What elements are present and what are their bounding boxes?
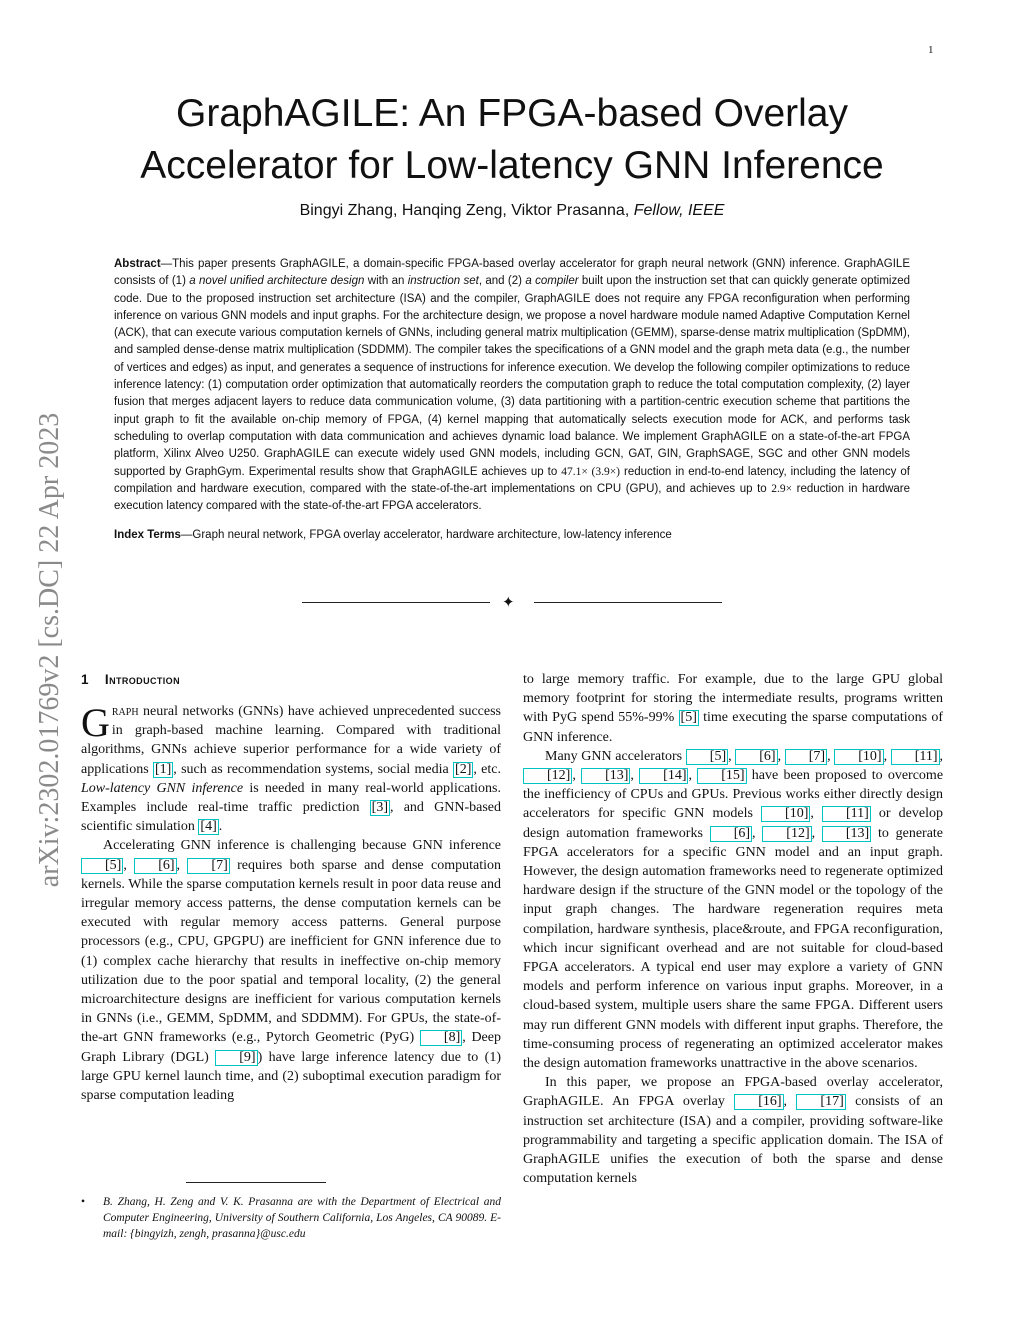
citation-link[interactable]: [14] bbox=[639, 768, 688, 784]
abstract-text: reduction in end-to-end latency, including the latency of compilation and hardware execution, compared with the state-of-the-art implementations on CPU (GPU), and achieves up to bbox=[114, 465, 910, 495]
intro-paragraph-2: Accelerating GNN inference is challenging because GNN inference [5] , [6] , [7] requires both sparse and dense computation kernels. While the sparse computation kernels result in poor data reuse and irregular memory access patterns, the dense computation kernels can be executed with regular memory access patterns. General purpose processors (e.g., CPU, GPGPU) are inefficient for GNN inference due to (1) complex cache hierarchy that results in ineffective on-chip memory utilization due to the poor spatial and temporal locality, (2) the general microarchitecture designs are inefficient for various computation kernels in GNNs (i.e., GEMM, SpDMM, and SDDMM). For GPUs, the state-of-the-art GNN frameworks (e.g., Pytorch Geometric (PyG) [8] , Deep Graph Library (DGL) [9] ) have large inference latency due to (1) large GPU kernel launch time, and (2) suboptimal execution paradigm for sparse computation leading bbox=[81, 838, 502, 1104]
body-text: . bbox=[218, 819, 223, 835]
citation-link[interactable]: [6] bbox=[735, 749, 777, 765]
body-text: In this paper, we propose an FPGA-based overlay accelerator, GraphAGILE. An FPGA overlay bbox=[523, 1075, 943, 1110]
citation-link[interactable]: [6] bbox=[134, 858, 176, 874]
index-terms bbox=[114, 527, 910, 544]
citation-link[interactable]: [5] bbox=[81, 858, 123, 874]
body-text: Accelerating GNN inference is challenging because GNN inference bbox=[103, 838, 501, 854]
citation-link[interactable]: [7] bbox=[187, 858, 229, 874]
footnote-rule bbox=[186, 1182, 326, 1183]
paper-title bbox=[60, 88, 964, 192]
ornament-line-right bbox=[534, 602, 722, 603]
body-text: , and GNN-based scientific simulation bbox=[81, 800, 501, 835]
abstract bbox=[114, 256, 910, 545]
citation-link[interactable]: [12] bbox=[762, 826, 811, 842]
section-number: 1 bbox=[81, 672, 89, 687]
abstract-text: built upon the instruction set that can quickly generate optimized code. Due to the proposed instruction set architecture (ISA) and the compiler, GraphAGILE does not require any FPGA reconfiguration when performing inference on various GNN models and input graphs. For the architecture design, we propose a novel hardware module named Adaptive Computation Kernel (ACK), that can execute various computation kernels of GNNs, including general matrix multiplication (GEMM), sparse-dense matrix multiplication (SpDMM), and sampled dense-dense matrix multiplication (SDDMM). The compiler takes the specifications of a GNN model and the graph meta data (e.g., the number of vertices and edges) as input, and generates a sequence of instructions for inference execution. We develop the following compiler optimizations to reduce inference latency: (1) computation order optimization that automatically reorders the computation graph to reduce the total computation complexity, (2) layer fusion that merges adjacent layers to reduce data communication volume, (3) data partitioning with a partition-centric execution scheme that partitions the input graph to fit the available on-chip memory of FPGA, (4) kernel mapping that automatically selects execution mode for ACK, and performs task scheduling to overlap computation with data communication and achieves dynamic load balance. We implement GraphAGILE on a state-of-the-art FPGA platform, Xilinx Alveo U250. GraphAGILE can execute widely used GNN models, including GCN, GAT, GIN, GraphSAGE, SGC and other GNN models supported by GraphGym. Experimental results show that GraphAGILE achieves up to bbox=[114, 275, 910, 478]
citation-link[interactable]: [4] bbox=[200, 819, 217, 835]
body-text: requires both sparse and dense computation kernels. While the sparse computation kernels result in poor data reuse and irregular memory access patterns, the dense computation kernels can be executed with regular memory access patterns. General purpose processors (e.g., CPU, GPGPU) are inefficient for GNN inference due to (1) complex cache hierarchy that results in ineffective on-chip memory utilization due to the poor spatial and temporal locality, (2) the general microarchitecture designs are inefficient for various computation kernels in GNNs (i.e., GEMM, SpDMM, and SDDMM). For GPUs, the state-of-the-art GNN frameworks (e.g., Pytorch Geometric (PyG) bbox=[81, 857, 502, 1046]
small-caps-word: raph bbox=[111, 704, 139, 719]
page-number: 1 bbox=[928, 44, 934, 56]
citation-link[interactable]: [7] bbox=[785, 749, 827, 765]
drop-cap: G bbox=[81, 700, 110, 745]
citation-link[interactable]: [10] bbox=[834, 749, 883, 765]
abstract-emphasis: a compiler bbox=[525, 275, 579, 288]
abstract-text: This paper presents GraphAGILE, a domain-specific FPGA-based overlay accelerator for graph neural network (GNN) inference. GraphAGILE consists of (1) bbox=[114, 258, 910, 288]
citation-link[interactable]: [9] bbox=[215, 1050, 257, 1066]
abstract-label: Abstract bbox=[114, 258, 161, 270]
section-heading bbox=[81, 670, 501, 690]
body-text: , such as recommendation systems, social media bbox=[173, 761, 454, 777]
citation-link[interactable]: [1] bbox=[154, 761, 172, 777]
citation-link[interactable]: [10] bbox=[761, 806, 810, 822]
citation-link[interactable]: [15] bbox=[697, 768, 746, 784]
body-text: to large memory traffic. For example, due to the large GPU global memory footprint for storing the intermediate results, programs written with PyG spend 55%-99% bbox=[523, 672, 943, 726]
citation-link[interactable]: [8] bbox=[420, 1030, 462, 1046]
citation-link[interactable]: [3] bbox=[371, 800, 388, 816]
footnote bbox=[81, 1194, 501, 1242]
footnote-bullet: • bbox=[81, 1196, 86, 1208]
ornament-line-left bbox=[302, 602, 490, 603]
footnote-text: B. Zhang, H. Zeng and V. K. Prasanna are with the Department of Electrical and Computer Engineering, University of Southern California, Los Angeles, CA 90089. E-mail: {bingyizh, zengh, prasanna}@usc.edu bbox=[103, 1196, 501, 1240]
abstract-dash: — bbox=[160, 258, 173, 270]
citation-link[interactable]: [17] bbox=[796, 1094, 845, 1110]
citation-link[interactable]: [5] bbox=[686, 749, 728, 765]
right-column bbox=[523, 670, 943, 1188]
abstract-math: 2.9× bbox=[771, 482, 793, 495]
citation-link[interactable]: [2] bbox=[455, 761, 472, 777]
body-text: or develop design automation frameworks bbox=[523, 806, 944, 841]
abstract-math: 47.1× (3.9×) bbox=[561, 465, 621, 478]
abstract-text: with an bbox=[364, 275, 408, 288]
body-text: ) have large inference latency due to (1) large GPU kernel launch time, and (2) suboptimal execution paradigm for sparse computation leading bbox=[81, 1049, 502, 1104]
index-terms-text: Graph neural network, FPGA overlay accelerator, hardware architecture, low-latency inference bbox=[192, 529, 672, 542]
body-text: , Deep Graph Library (DGL) bbox=[81, 1030, 501, 1065]
body-text: consists of an instruction set architecture (ISA) and a compiler, providing software-like programmability and targeting a specific application domain. The ISA of GraphAGILE unifies the execution of both the sparse and dense computation kernels bbox=[523, 1094, 944, 1187]
index-terms-dash: — bbox=[180, 529, 193, 542]
citation-link[interactable]: [6] bbox=[710, 826, 752, 842]
abstract-emphasis: a novel unified architecture design bbox=[189, 275, 365, 288]
citation-link[interactable]: [5] bbox=[680, 710, 697, 726]
authors bbox=[60, 202, 964, 220]
body-text: is needed in many real-world applications. Examples include real-time traffic prediction bbox=[81, 780, 501, 816]
section-ornament bbox=[302, 595, 722, 611]
citation-link[interactable]: [13] bbox=[822, 826, 871, 842]
title-line-2: Accelerator for Low-latency GNN Inference bbox=[140, 144, 884, 187]
body-text: Many GNN accelerators bbox=[545, 748, 686, 764]
abstract-text: reduction in hardware execution latency compared with the state-of-the-art FPGA accelerators. bbox=[114, 482, 910, 513]
body-text: , etc. bbox=[473, 761, 501, 777]
emphasis-text: Low-latency GNN inference bbox=[81, 780, 244, 796]
title-line-1: GraphAGILE: An FPGA-based Overlay bbox=[176, 92, 848, 135]
intro-paragraph-3 bbox=[523, 670, 943, 747]
left-column bbox=[81, 670, 501, 1105]
citation-link[interactable]: [12] bbox=[523, 768, 572, 784]
intro-paragraph-4: Many GNN accelerators [5] , [6] , [7] , [10] , [11] , [12] , [13] , [14] , [15] have been proposed to overcome the inefficiency of CPUs and GPUs. Previous works either directly design accelerators for specific GNN models [10] , [11] or develop design automation frameworks [6] , [12] , [13] to generate FPGA accelerators for a specific GNN model and an input graph. However, the design automation frameworks need to regenerate optimized hardware design if the structure of the GNN model or the topology of the input graph changes. The hardware regeneration requires meta compilation, hardware synthesis, place&route, and FPGA reconfiguration, which incur significant overhead and are not suitable for cloud-based FPGA accelerators. A typical end user may explore a variety of GNN models and perform inference on various input graphs. Moreover, in a cloud-based system, multiple users share the same FPGA. Different users may run different GNN models with different input graphs. Therefore, the time-consuming process of regenerating an optimized accelerator makes the design automation frameworks unattractive in the above scenarios. bbox=[523, 748, 944, 1072]
intro-paragraph-1 bbox=[81, 702, 501, 836]
body-text: time executing the sparse computations of GNN inference. bbox=[523, 710, 943, 745]
ornament-star-icon: ✦ bbox=[502, 593, 515, 611]
arxiv-stamp[interactable]: arXiv:2302.01769v2 [cs.DC] 22 Apr 2023 bbox=[34, 412, 65, 888]
author-fellow: Fellow, IEEE bbox=[633, 202, 725, 219]
body-text: to generate FPGA accelerators for a specific GNN model and an input graph. However, the design automation frameworks need to regenerate optimized hardware design if the structure of the GNN model or the topology of the input graph changes. The hardware regeneration requires meta compilation, hardware synthesis, place&route, and FPGA reconfiguration, which incur significant overhead and are not suitable for cloud-based FPGA accelerators. A typical end user may explore a variety of GNN models and perform inference on various input graphs. Moreover, in a cloud-based system, multiple users share the same FPGA. Different users may run different GNN models with different input graphs. Therefore, the time-consuming process of regenerating an optimized accelerator makes the design automation frameworks unattractive in the above scenarios. bbox=[523, 825, 944, 1072]
citation-link[interactable]: [16] bbox=[734, 1094, 783, 1110]
index-terms-label: Index Terms bbox=[114, 529, 181, 542]
abstract-emphasis: instruction set bbox=[407, 275, 479, 288]
citation-link[interactable]: [11] bbox=[891, 749, 940, 765]
abstract-text: , and (2) bbox=[478, 275, 526, 288]
citation-link[interactable]: [11] bbox=[822, 806, 871, 822]
body-text: neural networks (GNNs) have achieved unprecedented success in graph-based machine learning. Compared with traditional algorithms, GNNs achieve superior performance for a wide variety of applications bbox=[81, 704, 501, 777]
abstract-paragraph bbox=[114, 256, 910, 515]
body-text: have been proposed to overcome the inefficiency of CPUs and GPUs. Previous works either directly design accelerators for specific GNN models bbox=[523, 768, 944, 822]
intro-paragraph-5: In this paper, we propose an FPGA-based overlay accelerator, GraphAGILE. An FPGA overlay [16] , [17] consists of an instruction set architecture (ISA) and a compiler, providing software-like programmability and targeting a specific application domain. The ISA of GraphAGILE unifies the execution of both the sparse and dense computation kernels bbox=[523, 1075, 944, 1187]
section-title: Introduction bbox=[104, 672, 180, 687]
author-names: Bingyi Zhang, Hanqing Zeng, Viktor Prasanna, bbox=[299, 202, 630, 219]
citation-link[interactable]: [13] bbox=[581, 768, 630, 784]
